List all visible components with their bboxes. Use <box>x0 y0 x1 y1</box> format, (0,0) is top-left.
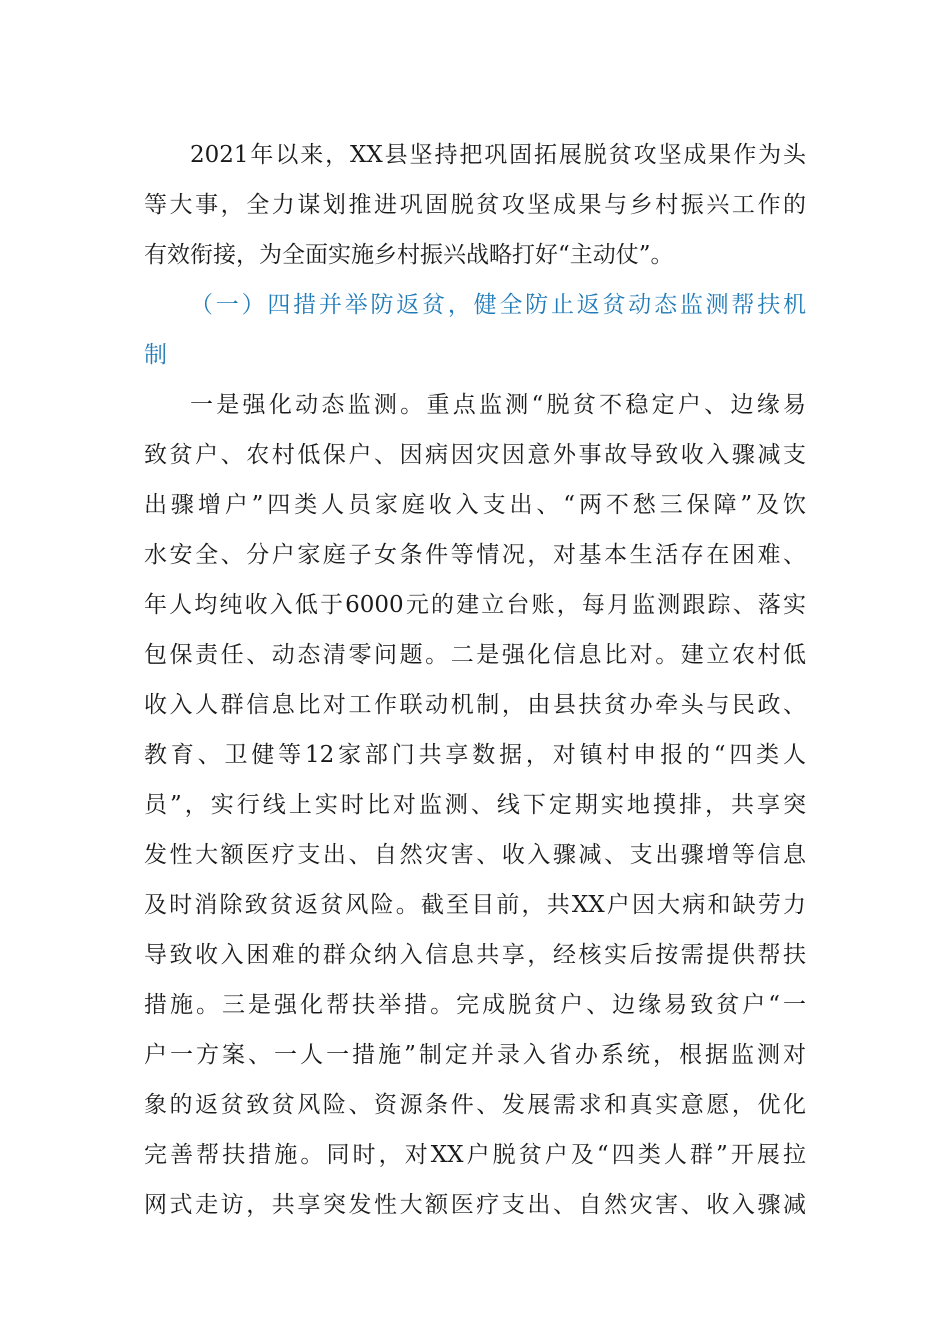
text-line: 完善帮扶措施。同时，对XX户脱贫户及“四类人群”开展拉 <box>144 1142 806 1168</box>
body-paragraph <box>144 380 806 1230</box>
section-heading <box>144 280 806 380</box>
text-line: 户一方案、一人一措施”制定并录入省办系统，根据监测对 <box>144 1042 806 1068</box>
text-line: 及时消除致贫返贫风险。截至目前，共XX户因大病和缺劳力 <box>144 892 806 918</box>
heading-line: （一）四措并举防返贫，健全防止返贫动态监测帮扶机 <box>190 292 806 318</box>
text-line: 一是强化动态监测。重点监测“脱贫不稳定户、边缘易 <box>190 392 806 418</box>
text-line: 致贫户、农村低保户、因病因灾因意外事故导致收入骤减支 <box>144 442 806 468</box>
document-page <box>144 130 806 1230</box>
text-line: 出骤增户”四类人员家庭收入支出、“两不愁三保障”及饮 <box>144 492 806 518</box>
text-line: 包保责任、动态清零问题。二是强化信息比对。建立农村低 <box>144 642 806 668</box>
text-line: 等大事，全力谋划推进巩固脱贫攻坚成果与乡村振兴工作的 <box>144 192 806 218</box>
text-line: 收入人群信息比对工作联动机制，由县扶贫办牵头与民政、 <box>144 692 806 718</box>
heading-line: 制 <box>144 342 167 368</box>
text-line: 水安全、分户家庭子女条件等情况，对基本生活存在困难、 <box>144 542 806 568</box>
text-line: 措施。三是强化帮扶举措。完成脱贫户、边缘易致贫户“一 <box>144 992 806 1018</box>
text-line: 员”，实行线上实时比对监测、线下定期实地摸排，共享突 <box>144 792 806 818</box>
text-line: 导致收入困难的群众纳入信息共享，经核实后按需提供帮扶 <box>144 942 806 968</box>
text-line: 象的返贫致贫风险、资源条件、发展需求和真实意愿，优化 <box>144 1092 806 1118</box>
intro-paragraph <box>144 130 806 280</box>
text-line: 年人均纯收入低于6000元的建立台账，每月监测跟踪、落实 <box>144 592 806 618</box>
text-line: 网式走访，共享突发性大额医疗支出、自然灾害、收入骤减 <box>144 1192 806 1218</box>
text-line: 发性大额医疗支出、自然灾害、收入骤减、支出骤增等信息 <box>144 842 806 868</box>
text-line: 2021年以来，XX县坚持把巩固拓展脱贫攻坚成果作为头 <box>190 142 806 168</box>
text-line: 教育、卫健等12家部门共享数据，对镇村申报的“四类人 <box>144 742 806 768</box>
text-line: 有效衔接，为全面实施乡村振兴战略打好“主动仗”。 <box>144 242 674 268</box>
